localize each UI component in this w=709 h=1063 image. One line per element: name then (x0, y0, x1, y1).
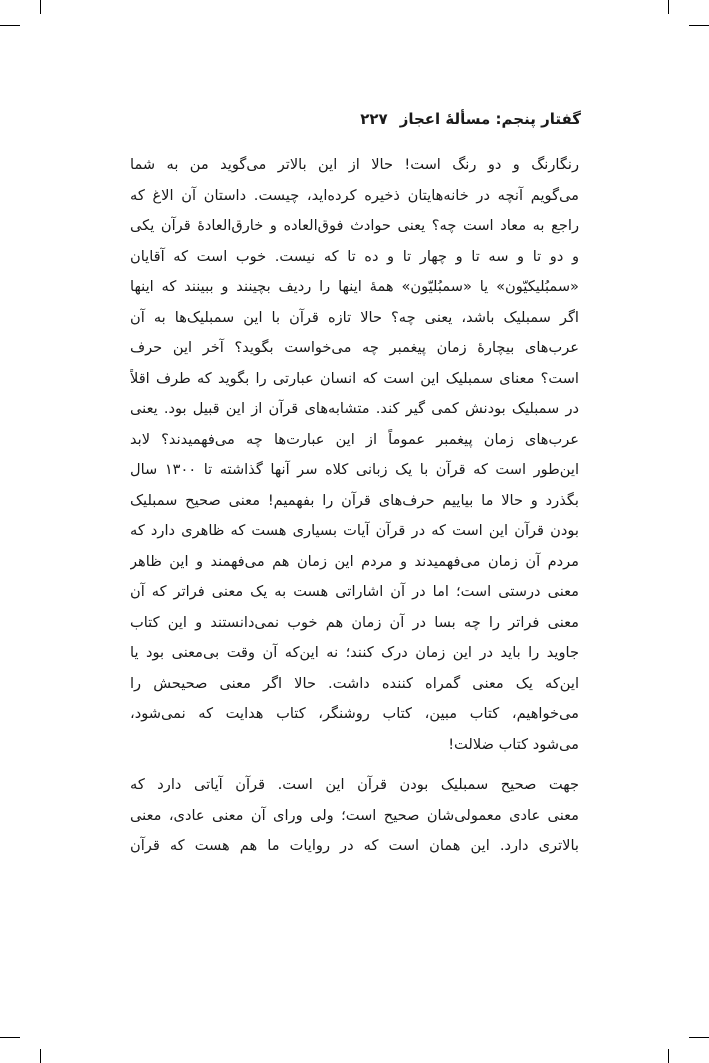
crop-mark-top-left-vertical (40, 0, 41, 14)
text-line: راجع به معاد است چه؟ یعنی حوادث فوق‌العاده و خارق‌العادهٔ قرآن یکی (130, 217, 579, 234)
text-line: جهت صحیح سمبلیک بودن قرآن این است. قرآن آیاتی دارد که (130, 776, 579, 793)
chapter-title: گفتار پنجم: مسألهٔ اعجاز (399, 110, 581, 128)
crop-mark-bottom-left-vertical (40, 1049, 41, 1063)
text-line: این‌طور است که قرآن با یک زبانی کلاه سر آنها گذاشته تا ۱۳۰۰ سال (130, 461, 579, 478)
text-line: می‌خواهیم، کتاب مبین، کتاب روشنگر، کتاب هدایت که نمی‌شود، (130, 705, 579, 722)
text-line: جاوید را باید در این زمان درک کنند؛ نه این‌که آن وقت بی‌معنی بود یا (130, 644, 579, 661)
text-line: می‌گویم آنچه در خانه‌هایتان ذخیره کرده‌اید، چیست. داستان آن الاغ که (130, 186, 579, 204)
text-line: است؟ معنای سمبلیک این است که انسان عبارتی را بگوید که طرف اقلاً (130, 369, 579, 387)
text-line: و دو تا و سه تا و چهار تا و ده تا که نیست. خوب است که آقایان (130, 247, 579, 265)
text-line: بودن قرآن این است که در قرآن آیات بسیاری هست که ظاهری دارد که (130, 522, 579, 539)
text-line: معنی فراتر را چه بسا در آن زمان هم خوب نمی‌دانستند و این کتاب (130, 613, 579, 631)
text-line: می‌شود کتاب ضلالت! (448, 735, 579, 753)
page-number: ۲۲۷ (360, 110, 388, 128)
crop-mark-bottom-right-vertical (668, 1049, 669, 1063)
paragraph-gap (130, 760, 579, 770)
text-line: در سمبلیک بودنش کمی گیر کند. متشابه‌های قرآن از این قبیل بود. یعنی (130, 400, 579, 417)
crop-mark-bottom-left-horizontal (0, 1037, 20, 1038)
text-line: بالاتری دارد. این همان است که در روایات ما هم هست که قرآن (130, 837, 579, 854)
text-line: این‌که یک معنی گمراه کننده داشت. حالا اگر معنی صحیحش را (130, 674, 579, 692)
paragraph-1 (130, 150, 579, 760)
crop-mark-bottom-right-horizontal (689, 1037, 709, 1038)
text-line: معنی عادی معمولی‌شان صحیح است؛ ولی ورای آن معنی عادی، معنی (130, 806, 579, 824)
text-line: بگذرد و حالا ما بیاییم حرف‌های قرآن را بفهمیم! معنی صحیح سمبلیک (130, 491, 579, 509)
text-line: عرب‌های بیچارهٔ زمان پیغمبر چه می‌خواست بگوید؟ آخر این حرف (130, 339, 579, 356)
crop-mark-top-right-horizontal (689, 25, 709, 26)
text-line: اگر سمبلیک باشد، یعنی چه؟ حالا تازه قرآن با این سمبلیک‌ها به آن (130, 308, 579, 326)
text-line: معنی درستی است؛ اما در آن اشاراتی هست به یک معنی فراتر که آن (130, 583, 579, 600)
text-line: مردم آن زمان می‌فهمیدند و مردم این زمان هم می‌فهمند و این ظاهر (130, 552, 579, 570)
crop-mark-top-left-horizontal (0, 25, 20, 26)
text-line: «سمبُلیکیّون» یا «سمبُلیّون» همهٔ اینها را ردیف بچینند و ببینند که اینها (130, 278, 579, 295)
body-text (130, 150, 579, 862)
paragraph-2 (130, 770, 579, 862)
running-head (360, 110, 581, 128)
text-line: عرب‌های زمان پیغمبر عموماً از این عبارت‌ها چه می‌فهمیدند؟ لابد (130, 430, 579, 448)
crop-mark-top-right-vertical (668, 0, 669, 14)
text-line: رنگارنگ و دو رنگ است! حالا از این بالاتر می‌گوید من به شما (130, 156, 579, 173)
